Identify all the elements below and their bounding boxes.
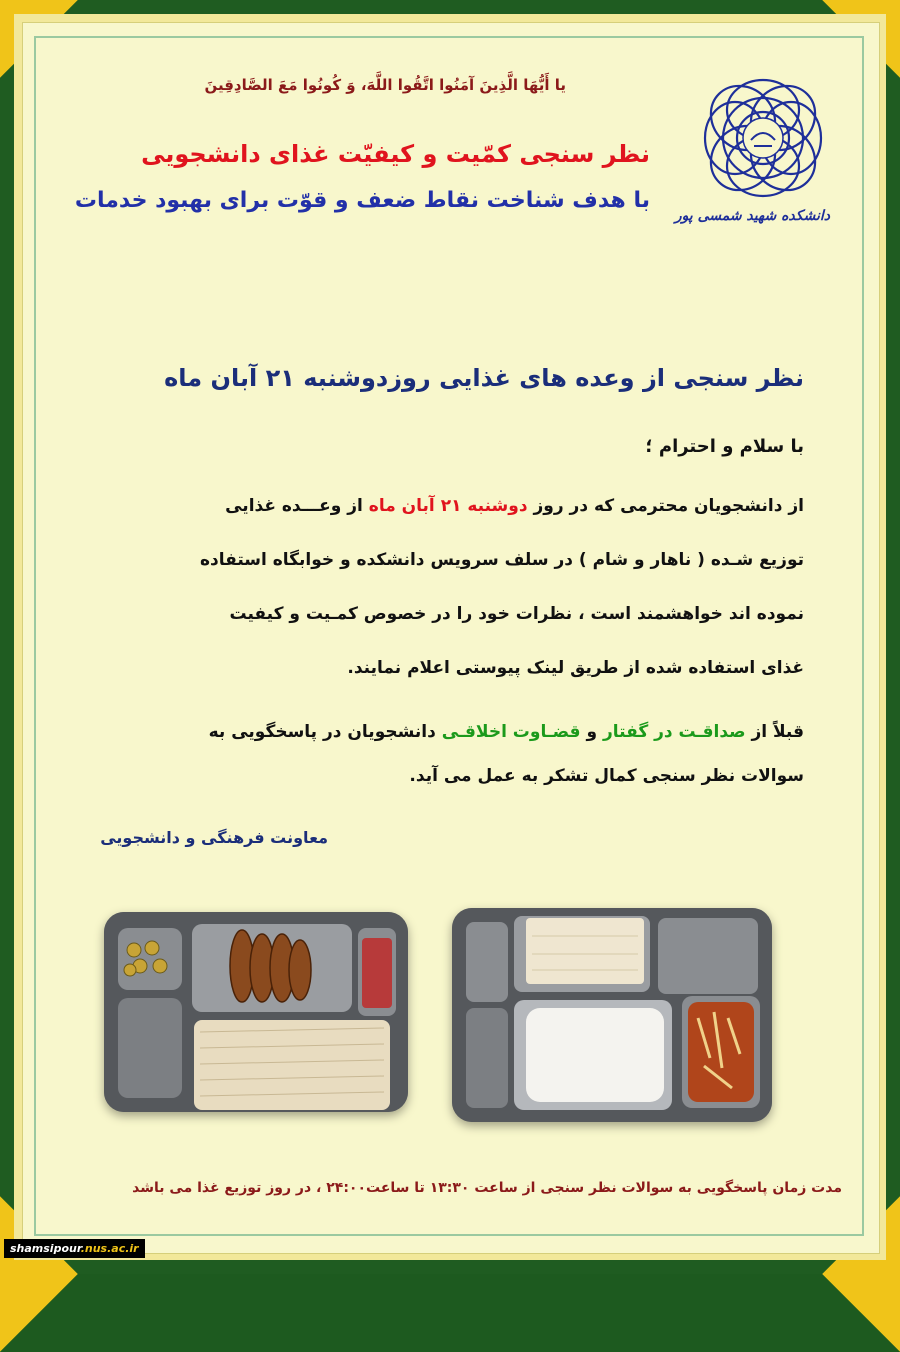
college-logo [674, 58, 838, 258]
food-tray-image [452, 908, 772, 1122]
greeting: با سلام و احترام ؛ [645, 436, 804, 457]
paragraph-text: از دانشجویان محترمی که در روز [533, 496, 804, 516]
paragraph-line: نموده اند خواهشمند است ، نظرات خود را در خصوص کمـیت و کیفیت [229, 604, 804, 624]
response-time-note: مدت زمان پاسخگویی به سوالات نظر سنجی از ساعت ۱۳:۳۰ تا ساعت۲۴:۰۰ ، در روز توزیع غذا می باشد [132, 1180, 842, 1196]
page-heading: نظر سنجی از وعده های غذایی روزدوشنبه ۲۱ آبان ماه [164, 364, 804, 392]
food-tray-photo-dinner [452, 908, 772, 1122]
highlight-truth: صداقـت در گفتار [602, 722, 746, 742]
survey-subtitle: با هدف شناخت نقاط ضعف و قوّت برای بهبود خدمات [74, 188, 650, 213]
paragraph-line: سوالات نظر سنجی کمال تشکر به عمل می آید. [409, 766, 804, 786]
food-tray-image [104, 912, 408, 1112]
highlight-date: دوشنبه ۲۱ آبان ماه [368, 496, 528, 516]
url-prefix: shamsipour [10, 1242, 81, 1255]
paragraph-line: توزیع شـده ( ناهار و شام ) در سلف سرویس دانشکده و خوابگاه استفاده [199, 550, 804, 570]
paragraph-text: قبلاً از [751, 722, 804, 742]
paragraph-line [225, 496, 804, 516]
paragraph-text: از وعـــده غذایی [225, 496, 363, 516]
college-emblem-icon [688, 58, 838, 258]
url-suffix: .nus.ac.ir [80, 1242, 139, 1255]
paragraph-line: غذای استفاده شده از طریق لینک پیوستی اعلام نمایند. [347, 658, 804, 678]
quran-verse: يا أَيُّهَا الَّذِينَ آمَنُوا اتَّقُوا اللَّهَ، وَ كُونُوا مَعَ الصَّادِقِينَ [204, 76, 566, 94]
logo-caption: دانشکده شهید شمسی پور [674, 208, 830, 224]
site-url-watermark [4, 1239, 145, 1258]
highlight-ethics: قضـاوت اخلاقـی [441, 722, 581, 742]
paragraph-text: دانشجویان در پاسخگویی به [208, 722, 436, 742]
survey-title: نظر سنجی کمّیت و کیفیّت غذای دانشجویی [141, 140, 650, 168]
food-tray-photo-lunch [104, 912, 408, 1112]
signature: معاونت فرهنگی و دانشجویی [100, 828, 328, 847]
paragraph-line [209, 722, 804, 742]
paragraph-text: و [586, 722, 598, 742]
